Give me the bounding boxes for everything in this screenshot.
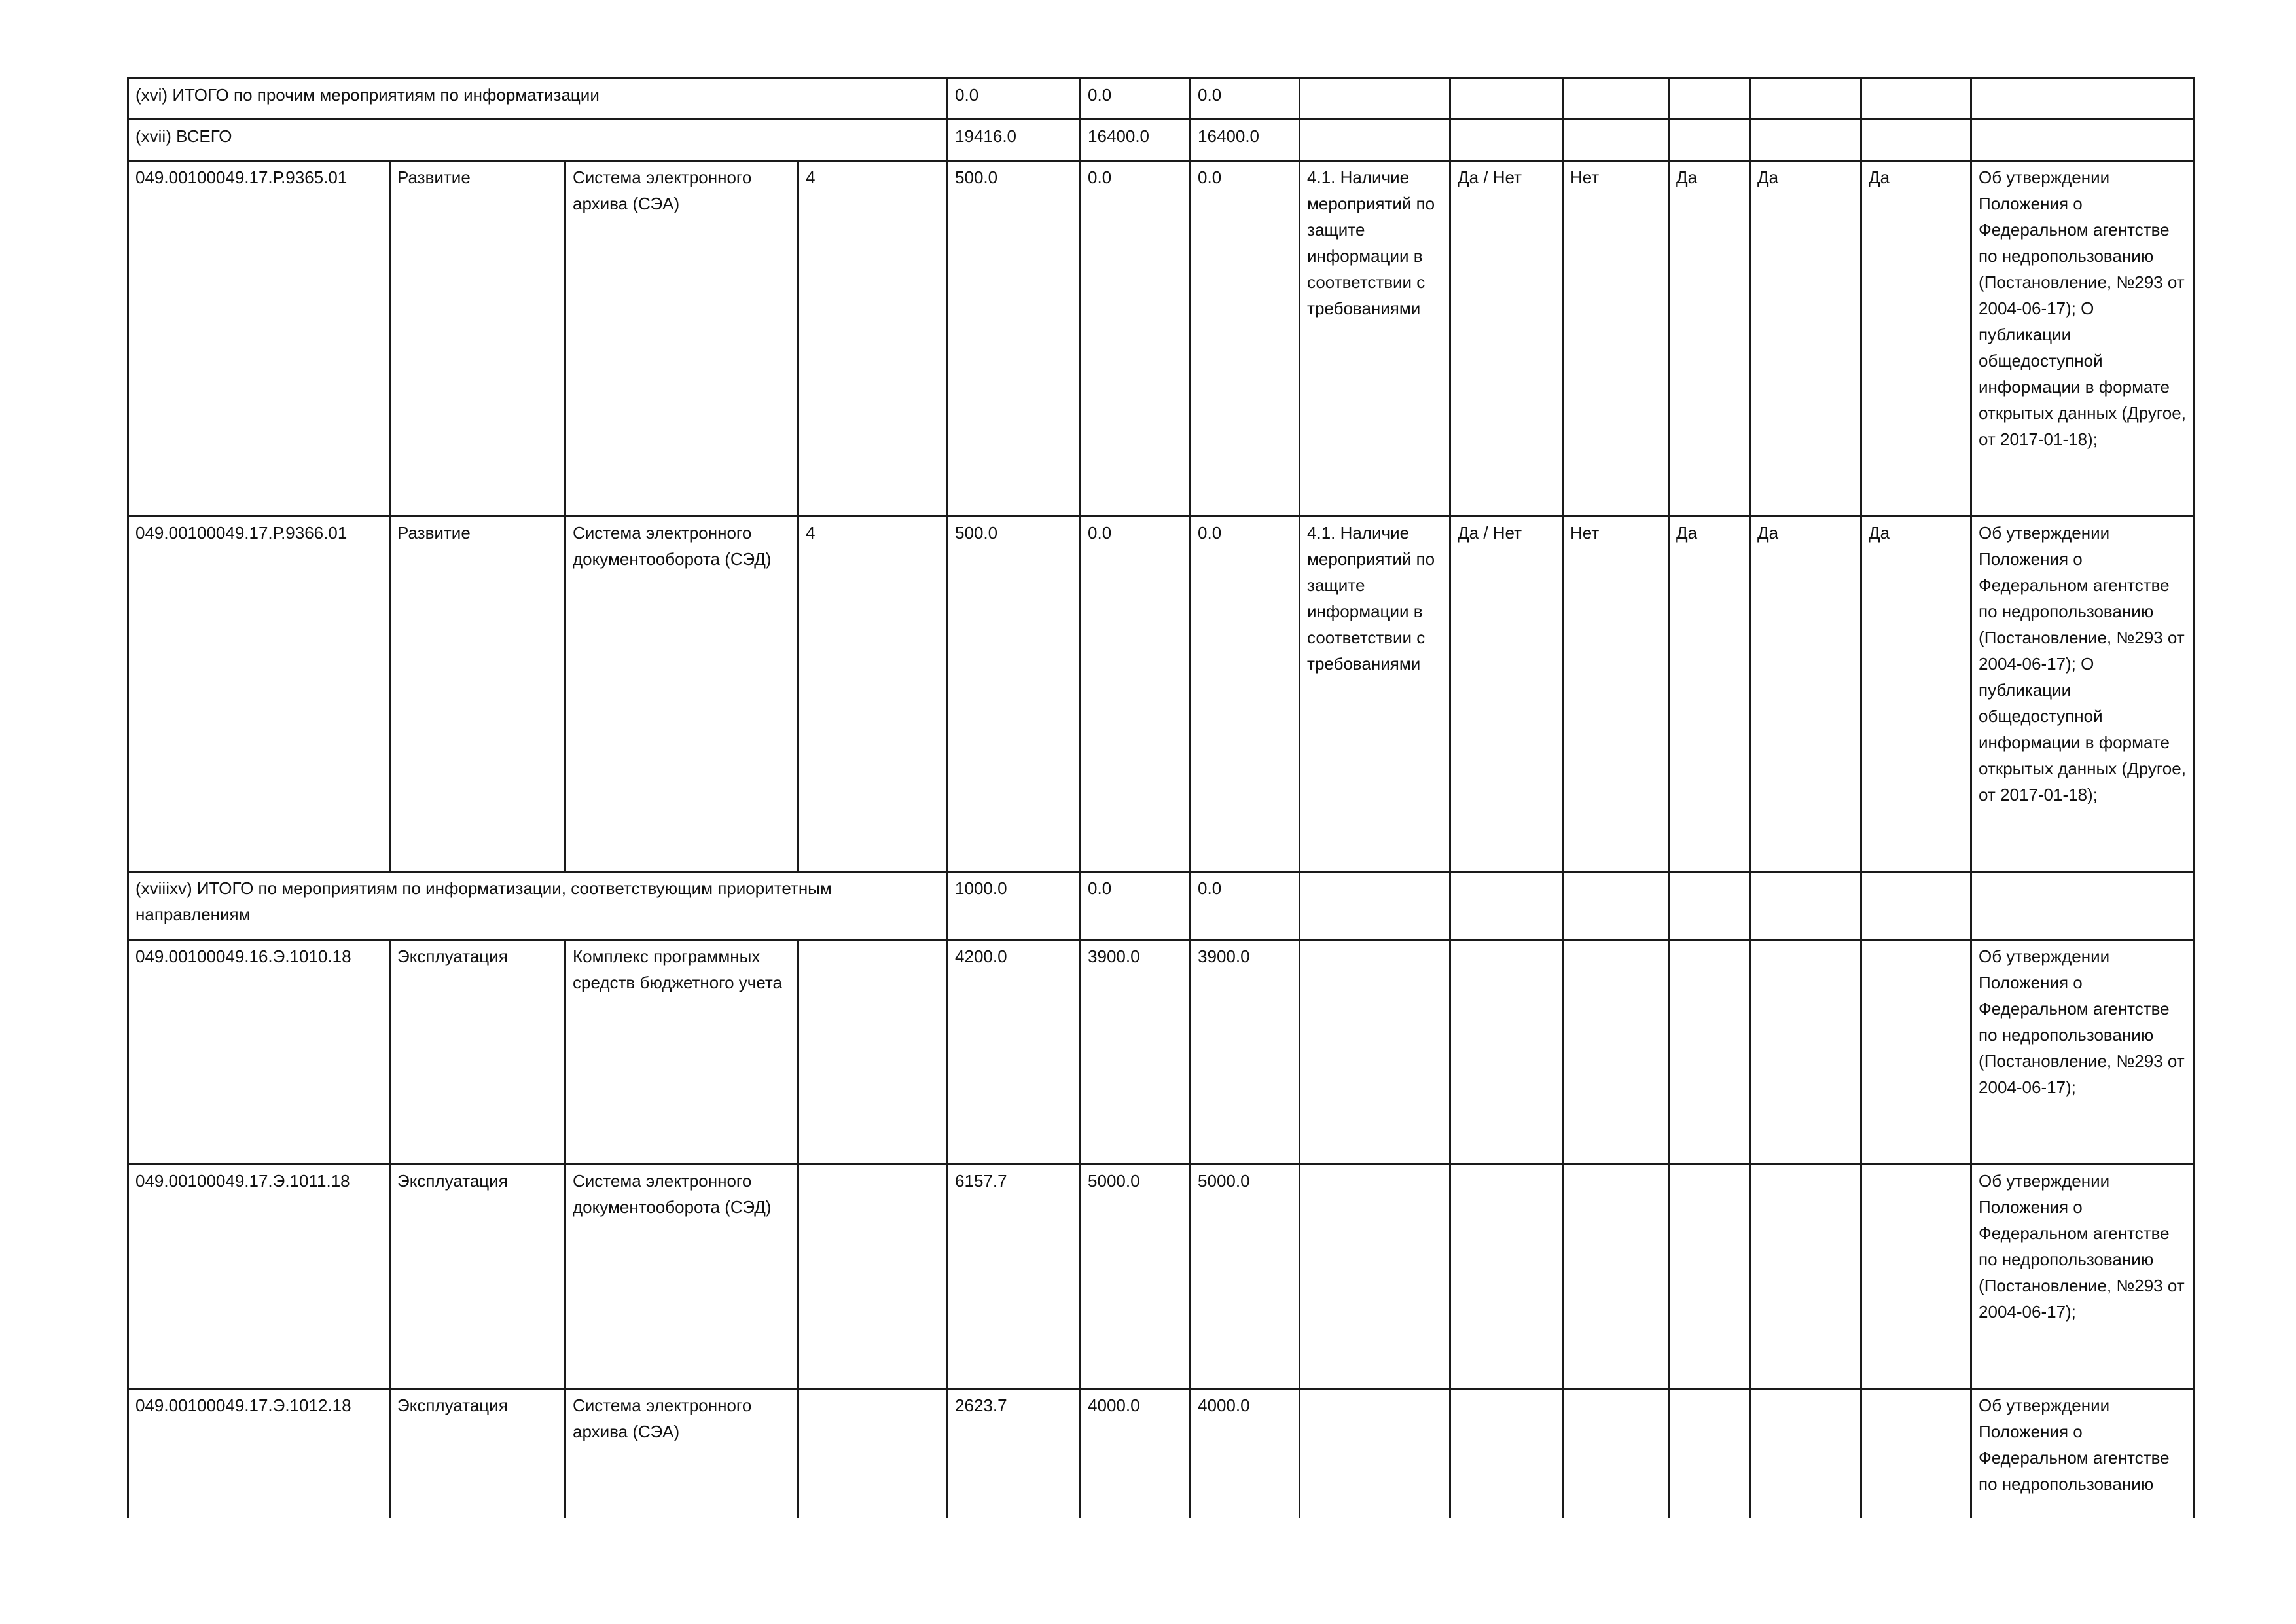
value-cell: 5000.0 (1081, 1164, 1191, 1389)
value-cell: 0.0 (1081, 79, 1191, 120)
total-label: (xvi) ИТОГО по прочим мероприятиям по информатизации (128, 79, 948, 120)
value-cell: 3900.0 (1081, 940, 1191, 1164)
empty-cell (1300, 872, 1450, 940)
empty-cell (1971, 120, 2194, 161)
value-cell: 500.0 (948, 516, 1081, 872)
value-cell: 0.0 (1191, 516, 1300, 872)
code-cell: 049.00100049.16.Э.1010.18 (128, 940, 390, 1164)
answer-cell: Да (1669, 516, 1750, 872)
value-cell: 0.0 (948, 79, 1081, 120)
table-row (128, 1389, 2194, 1519)
empty-cell (1669, 79, 1750, 120)
code-cell: 049.00100049.17.Р.9365.01 (128, 161, 390, 516)
answer-cell: Нет (1563, 516, 1669, 872)
total-label: (xviiixv) ИТОГО по мероприятиям по информатизации, соответствующим приоритетным направлениям (128, 872, 948, 940)
table-row (128, 516, 2194, 872)
value-cell: 16400.0 (1081, 120, 1191, 161)
answer-cell (1861, 1164, 1971, 1389)
unit-cell (1450, 1164, 1563, 1389)
value-cell: 6157.7 (948, 1164, 1081, 1389)
table-row (128, 940, 2194, 1164)
empty-cell (1861, 120, 1971, 161)
answer-cell: Да (1750, 161, 1861, 516)
empty-cell (1971, 872, 2194, 940)
empty-cell (1300, 79, 1450, 120)
value-cell: 0.0 (1191, 79, 1300, 120)
type-cell: Развитие (390, 161, 565, 516)
table-row (128, 1164, 2194, 1389)
answer-cell (1750, 1389, 1861, 1519)
value-cell: 5000.0 (1191, 1164, 1300, 1389)
basis-cell: Об утверждении Положения о Федеральном агентстве по недропользованию (Постановление, №293 от 2004-06-17); (1971, 1164, 2194, 1389)
answer-cell: Да (1669, 161, 1750, 516)
code-cell: 049.00100049.17.Э.1011.18 (128, 1164, 390, 1389)
indicator-cell (1300, 1164, 1450, 1389)
answer-cell: Да (1861, 516, 1971, 872)
answer-cell (1563, 1164, 1669, 1389)
answer-cell (1669, 1389, 1750, 1519)
empty-cell (1563, 79, 1669, 120)
empty-cell (1450, 872, 1563, 940)
value-cell: 19416.0 (948, 120, 1081, 161)
basis-cell: Об утверждении Положения о Федеральном агентстве по недропользованию (Постановление, №293 от 2004-06-17); (1971, 940, 2194, 1164)
name-cell: Система электронного архива (СЭА) (565, 1389, 798, 1519)
empty-cell (1563, 120, 1669, 161)
type-cell: Эксплуатация (390, 1164, 565, 1389)
number-cell (798, 940, 948, 1164)
unit-cell (1450, 940, 1563, 1164)
name-cell: Система электронного архива (СЭА) (565, 161, 798, 516)
name-cell: Система электронного документооборота (СЭД) (565, 1164, 798, 1389)
indicator-cell: 4.1. Наличие мероприятий по защите информации в соответствии с требованиями (1300, 516, 1450, 872)
empty-cell (1861, 872, 1971, 940)
value-cell: 1000.0 (948, 872, 1081, 940)
number-cell (798, 1389, 948, 1519)
empty-cell (1750, 79, 1861, 120)
value-cell: 16400.0 (1191, 120, 1300, 161)
informatization-table (127, 77, 2195, 1518)
value-cell: 2623.7 (948, 1389, 1081, 1519)
number-cell (798, 1164, 948, 1389)
empty-cell (1450, 120, 1563, 161)
code-cell: 049.00100049.17.Э.1012.18 (128, 1389, 390, 1519)
answer-cell (1750, 1164, 1861, 1389)
empty-cell (1861, 79, 1971, 120)
answer-cell (1861, 1389, 1971, 1519)
answer-cell (1669, 940, 1750, 1164)
answer-cell (1563, 940, 1669, 1164)
name-cell: Система электронного документооборота (СЭД) (565, 516, 798, 872)
value-cell: 500.0 (948, 161, 1081, 516)
value-cell: 0.0 (1081, 161, 1191, 516)
indicator-cell (1300, 940, 1450, 1164)
indicator-cell (1300, 1389, 1450, 1519)
basis-cell: Об утверждении Положения о Федеральном агентстве по недропользованию (1971, 1389, 2194, 1519)
empty-cell (1750, 120, 1861, 161)
value-cell: 0.0 (1191, 872, 1300, 940)
value-cell: 0.0 (1191, 161, 1300, 516)
number-cell: 4 (798, 516, 948, 872)
empty-cell (1750, 872, 1861, 940)
answer-cell (1861, 940, 1971, 1164)
type-cell: Эксплуатация (390, 1389, 565, 1519)
answer-cell (1563, 1389, 1669, 1519)
value-cell: 3900.0 (1191, 940, 1300, 1164)
value-cell: 4200.0 (948, 940, 1081, 1164)
answer-cell: Да (1750, 516, 1861, 872)
name-cell: Комплекс программных средств бюджетного учета (565, 940, 798, 1164)
empty-cell (1563, 872, 1669, 940)
answer-cell (1750, 940, 1861, 1164)
value-cell: 4000.0 (1191, 1389, 1300, 1519)
table-row-total (128, 120, 2194, 161)
code-cell: 049.00100049.17.Р.9366.01 (128, 516, 390, 872)
value-cell: 4000.0 (1081, 1389, 1191, 1519)
table-row-total (128, 872, 2194, 940)
value-cell: 0.0 (1081, 516, 1191, 872)
answer-cell (1669, 1164, 1750, 1389)
empty-cell (1971, 79, 2194, 120)
basis-cell: Об утверждении Положения о Федеральном агентстве по недропользованию (Постановление, №293 от 2004-06-17); О публикации общедоступной информации в формате открытых данных (Другое, от 2017-01-18); (1971, 161, 2194, 516)
empty-cell (1669, 872, 1750, 940)
total-label: (xvii) ВСЕГО (128, 120, 948, 161)
unit-cell (1450, 1389, 1563, 1519)
answer-cell: Да (1861, 161, 1971, 516)
empty-cell (1300, 120, 1450, 161)
table-row (128, 161, 2194, 516)
empty-cell (1450, 79, 1563, 120)
type-cell: Эксплуатация (390, 940, 565, 1164)
type-cell: Развитие (390, 516, 565, 872)
value-cell: 0.0 (1081, 872, 1191, 940)
number-cell: 4 (798, 161, 948, 516)
empty-cell (1669, 120, 1750, 161)
answer-cell: Нет (1563, 161, 1669, 516)
unit-cell: Да / Нет (1450, 161, 1563, 516)
unit-cell: Да / Нет (1450, 516, 1563, 872)
table-row-total (128, 79, 2194, 120)
indicator-cell: 4.1. Наличие мероприятий по защите информации в соответствии с требованиями (1300, 161, 1450, 516)
basis-cell: Об утверждении Положения о Федеральном агентстве по недропользованию (Постановление, №293 от 2004-06-17); О публикации общедоступной информации в формате открытых данных (Другое, от 2017-01-18); (1971, 516, 2194, 872)
